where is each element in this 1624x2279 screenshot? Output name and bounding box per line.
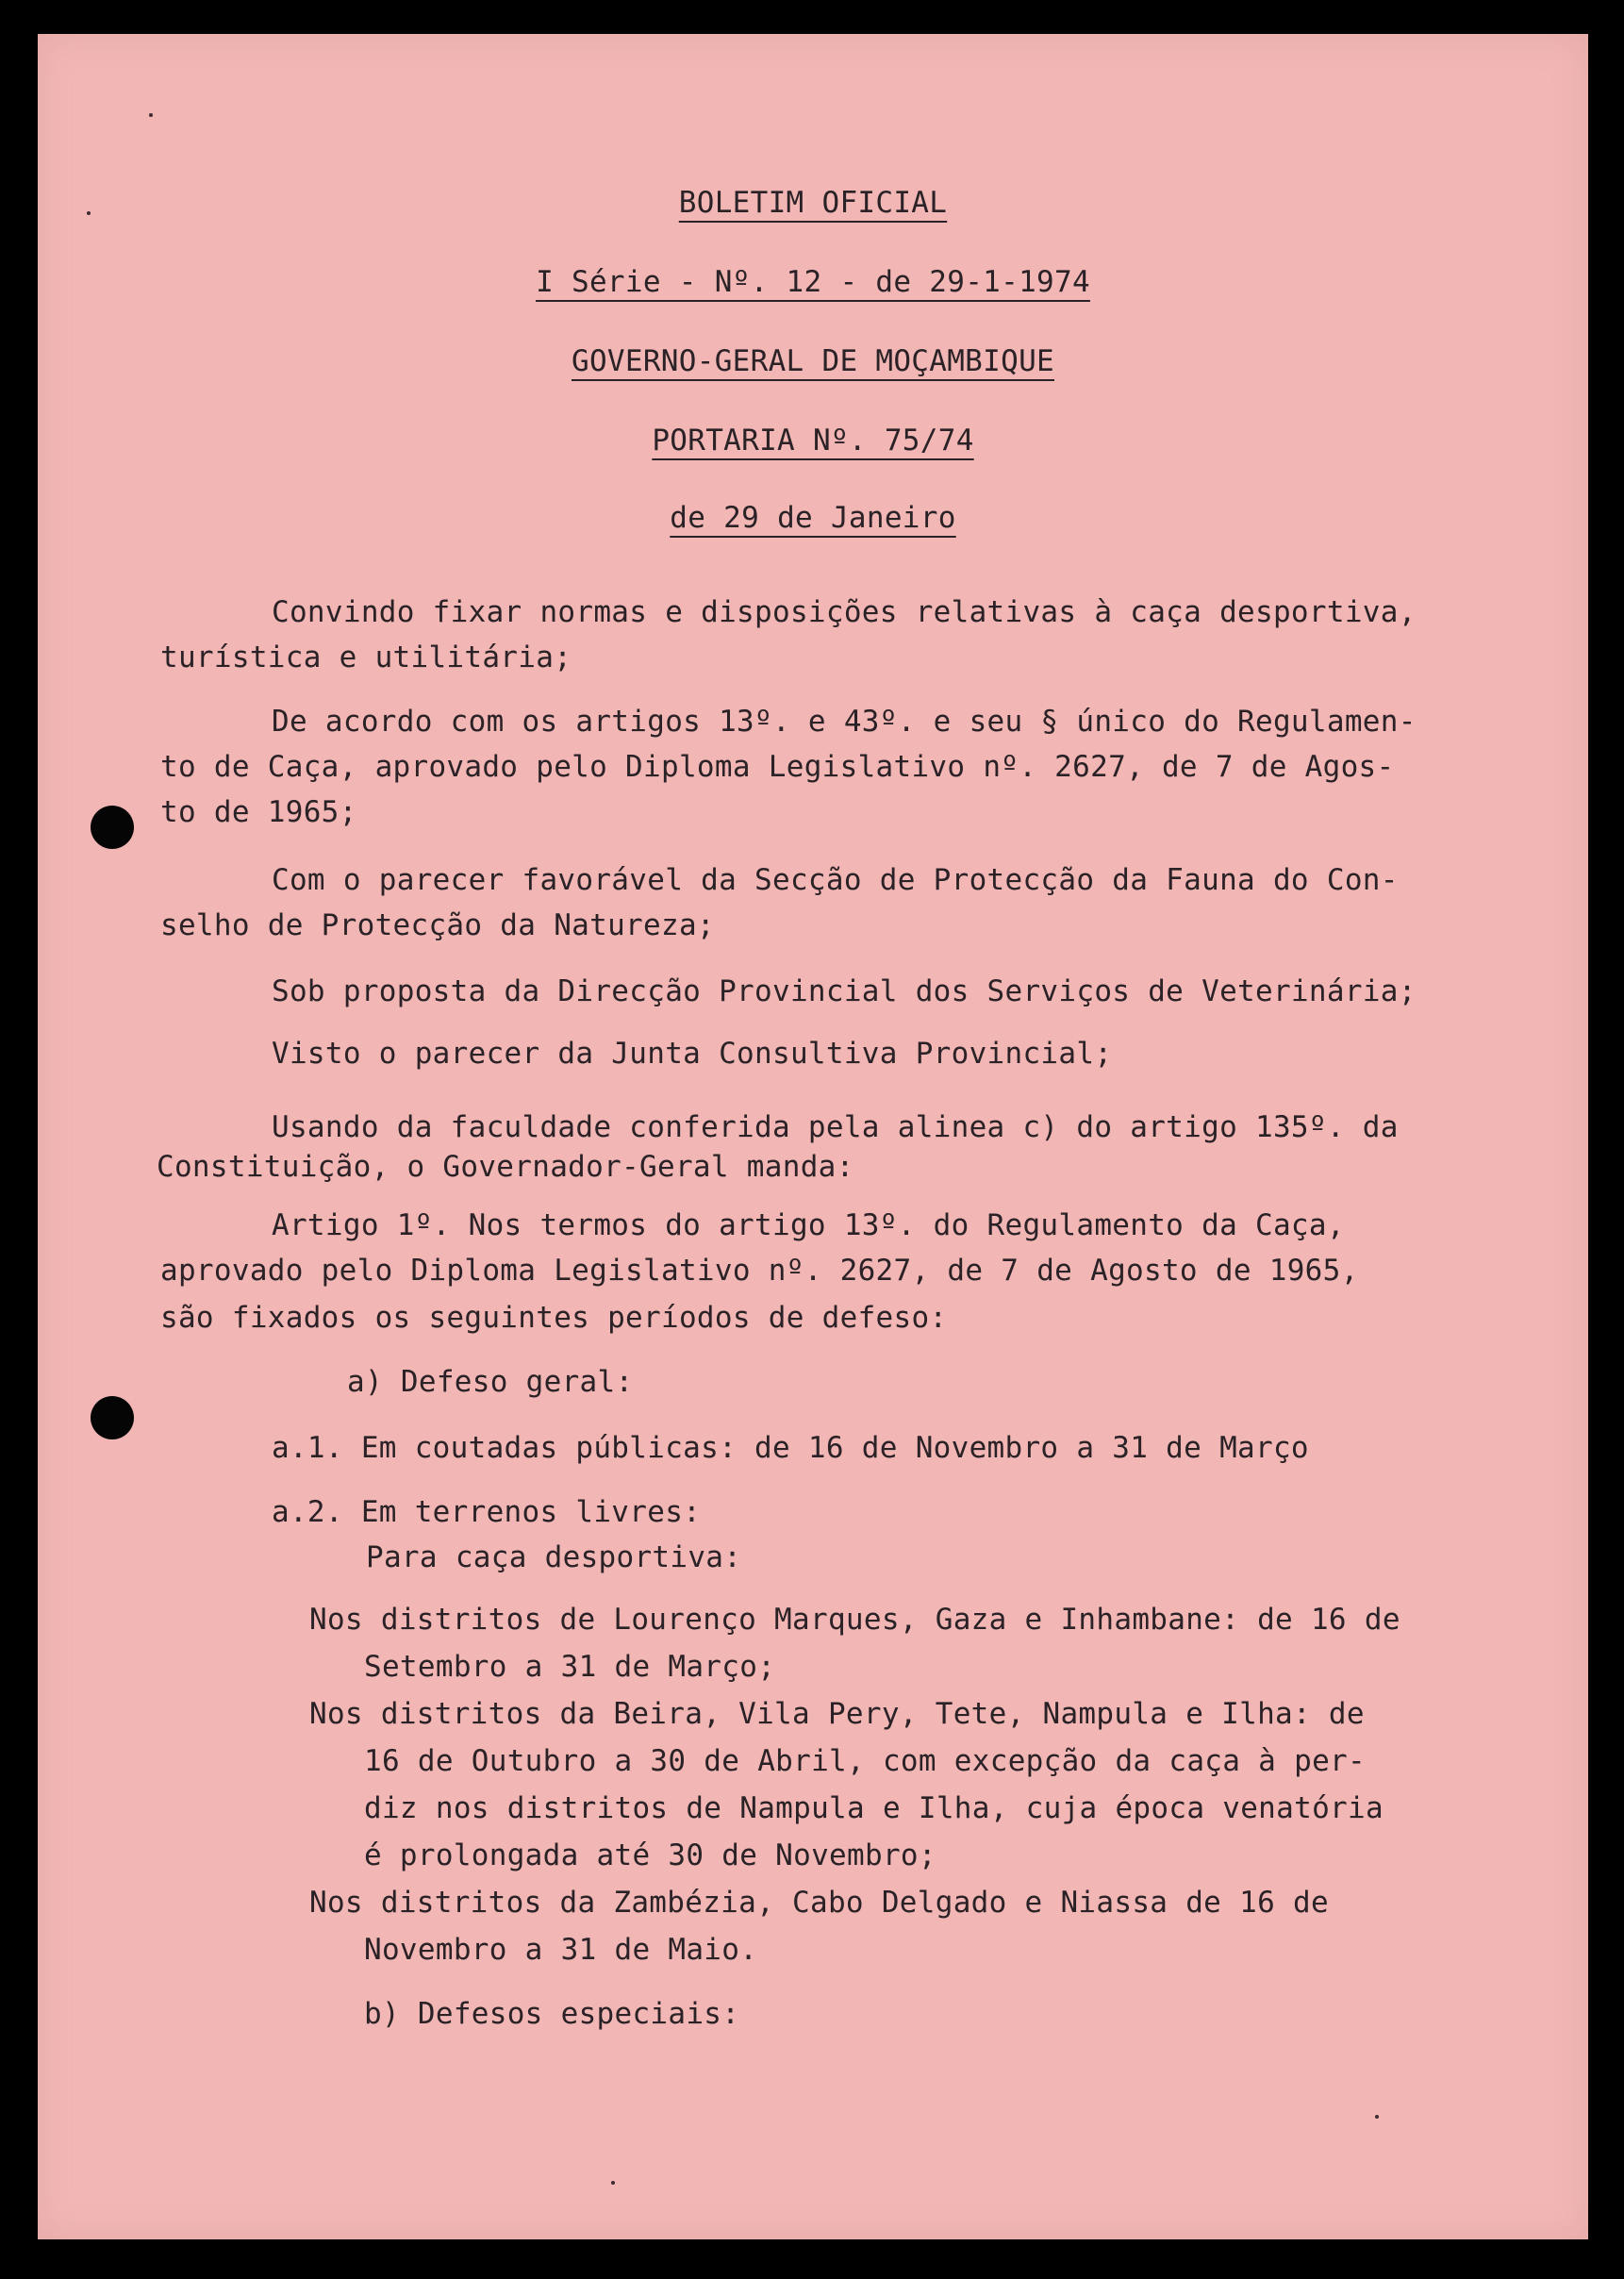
punch-hole-bottom bbox=[91, 1396, 134, 1439]
item-a2-subheading: Para caça desportiva: bbox=[366, 1540, 742, 1574]
paper-speck bbox=[1375, 2115, 1379, 2119]
paper-speck bbox=[611, 2181, 615, 2185]
district-group-2-line-2: 16 de Outubro a 30 de Abril, com excepção da caça à per- bbox=[364, 1744, 1366, 1778]
district-group-2-line-4: é prolongada até 30 de Novembro; bbox=[364, 1838, 936, 1872]
article-1-line-2: aprovado pelo Diploma Legislativo nº. 2627, de 7 de Agosto de 1965, bbox=[160, 1254, 1359, 1288]
paragraph-6-line-1: Usando da faculdade conferida pela alinea c) do artigo 135º. da bbox=[272, 1110, 1399, 1144]
paragraph-6-line-2: Constituição, o Governador-Geral manda: bbox=[157, 1150, 854, 1184]
paragraph-1-line-2: turística e utilitária; bbox=[160, 640, 572, 674]
district-group-1-line-1: Nos distritos de Lourenço Marques, Gaza e Inhambane: de 16 de bbox=[309, 1603, 1400, 1637]
paragraph-5: Visto o parecer da Junta Consultiva Provincial; bbox=[272, 1037, 1113, 1071]
paragraph-2-line-1: De acordo com os artigos 13º. e 43º. e seu § único do Regulamen- bbox=[272, 705, 1417, 739]
government-name: GOVERNO-GERAL DE MOÇAMBIQUE bbox=[571, 344, 1055, 378]
bulletin-series: I Série - Nº. 12 - de 29-1-1974 bbox=[536, 265, 1090, 299]
article-1-line-3: são fixados os seguintes períodos de defeso: bbox=[160, 1301, 948, 1335]
paragraph-1-line-1: Convindo fixar normas e disposições relativas à caça desportiva, bbox=[272, 595, 1417, 629]
district-group-1-line-2: Setembro a 31 de Março; bbox=[364, 1650, 776, 1684]
district-group-2-line-3: diz nos distritos de Nampula e Ilha, cuja época venatória bbox=[364, 1791, 1384, 1825]
district-group-2-line-1: Nos distritos da Beira, Vila Pery, Tete, Nampula e Ilha: de bbox=[309, 1697, 1365, 1731]
paragraph-2-line-3: to de 1965; bbox=[160, 795, 357, 829]
item-b: b) Defesos especiais: bbox=[364, 1997, 740, 2031]
item-a2: a.2. Em terrenos livres: bbox=[272, 1495, 702, 1529]
punch-hole-top bbox=[91, 806, 134, 849]
district-group-3-line-1: Nos distritos da Zambézia, Cabo Delgado e Niassa de 16 de bbox=[309, 1886, 1329, 1920]
item-a1: a.1. Em coutadas públicas: de 16 de Novembro a 31 de Março bbox=[272, 1431, 1309, 1465]
article-1-line-1: Artigo 1º. Nos termos do artigo 13º. do Regulamento da Caça, bbox=[272, 1208, 1345, 1242]
paper-speck bbox=[149, 113, 153, 117]
paragraph-3-line-1: Com o parecer favorável da Secção de Protecção da Fauna do Con- bbox=[272, 863, 1399, 897]
bulletin-title: BOLETIM OFICIAL bbox=[678, 186, 948, 220]
paragraph-4: Sob proposta da Direcção Provincial dos Serviços de Veterinária; bbox=[272, 974, 1417, 1008]
document-page bbox=[38, 34, 1588, 2239]
portaria-number: PORTARIA Nº. 75/74 bbox=[652, 424, 974, 457]
portaria-date: de 29 de Janeiro bbox=[670, 501, 956, 535]
paragraph-2-line-2: to de Caça, aprovado pelo Diploma Legislativo nº. 2627, de 7 de Agos- bbox=[160, 750, 1395, 784]
item-a: a) Defeso geral: bbox=[347, 1365, 634, 1399]
paragraph-3-line-2: selho de Protecção da Natureza; bbox=[160, 908, 715, 942]
district-group-3-line-2: Novembro a 31 de Maio. bbox=[364, 1933, 758, 1967]
